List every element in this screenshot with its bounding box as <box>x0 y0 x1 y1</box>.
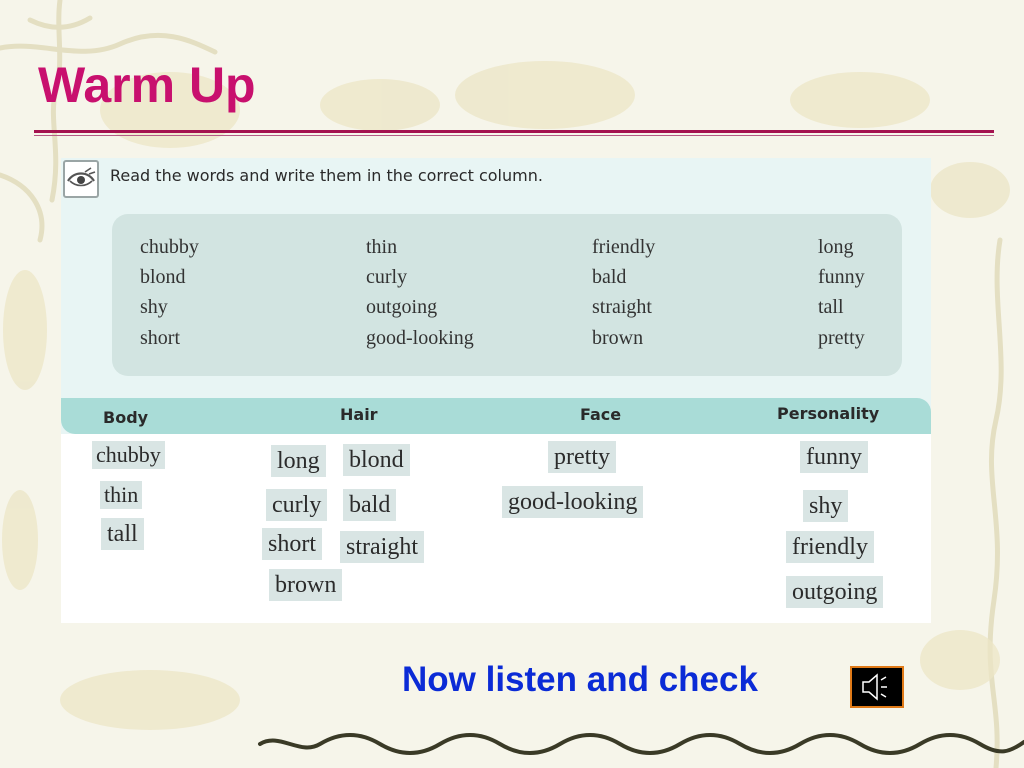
word-bank-item: outgoing <box>366 296 438 318</box>
word-bank-item: funny <box>818 266 865 288</box>
page-title: Warm Up <box>38 57 256 113</box>
word-bank <box>112 214 902 376</box>
answer-chip-hair: straight <box>340 531 424 563</box>
column-header-personality: Personality <box>777 404 880 423</box>
speaker-icon[interactable] <box>850 666 904 708</box>
answer-chip-body: tall <box>101 518 144 550</box>
answer-chip-personality: outgoing <box>786 576 883 608</box>
answer-chip-personality: funny <box>800 441 868 473</box>
instruction-text: Read the words and write them in the correct column. <box>110 166 543 185</box>
vine-decoration-bottom <box>255 722 1024 768</box>
word-bank-item: long <box>818 236 854 258</box>
column-header-face: Face <box>580 405 622 424</box>
word-bank-item: thin <box>366 236 398 258</box>
word-bank-item: short <box>140 327 180 349</box>
answer-chip-body: chubby <box>92 441 165 469</box>
word-bank-item: blond <box>140 266 186 288</box>
word-bank-item: straight <box>592 296 652 318</box>
answer-chip-hair: long <box>271 445 326 477</box>
column-header-hair: Hair <box>340 405 378 424</box>
answer-chip-hair: bald <box>343 489 396 521</box>
answer-chip-body: thin <box>100 481 142 509</box>
word-bank-item: curly <box>366 266 408 288</box>
word-bank-item: bald <box>592 266 627 288</box>
word-bank-item: brown <box>592 327 644 349</box>
answer-chip-face: good-looking <box>502 486 643 518</box>
title-underline <box>34 130 994 133</box>
title-underline-thin <box>34 135 994 136</box>
answer-chip-personality: friendly <box>786 531 874 563</box>
eye-icon <box>63 160 99 198</box>
answer-chip-hair: brown <box>269 569 342 601</box>
answer-chip-hair: blond <box>343 444 410 476</box>
word-bank-item: pretty <box>818 327 865 349</box>
word-bank-item: good-looking <box>366 327 474 349</box>
word-bank-item: chubby <box>140 236 199 258</box>
word-bank-item: friendly <box>592 236 656 258</box>
listen-instruction: Now listen and check <box>402 660 758 699</box>
column-header-body: Body <box>103 408 149 427</box>
answer-chip-hair: short <box>262 528 322 560</box>
answer-chip-personality: shy <box>803 490 848 522</box>
word-bank-item: shy <box>140 296 168 318</box>
word-bank-item: tall <box>818 296 844 318</box>
answer-chip-hair: curly <box>266 489 327 521</box>
answer-chip-face: pretty <box>548 441 616 473</box>
